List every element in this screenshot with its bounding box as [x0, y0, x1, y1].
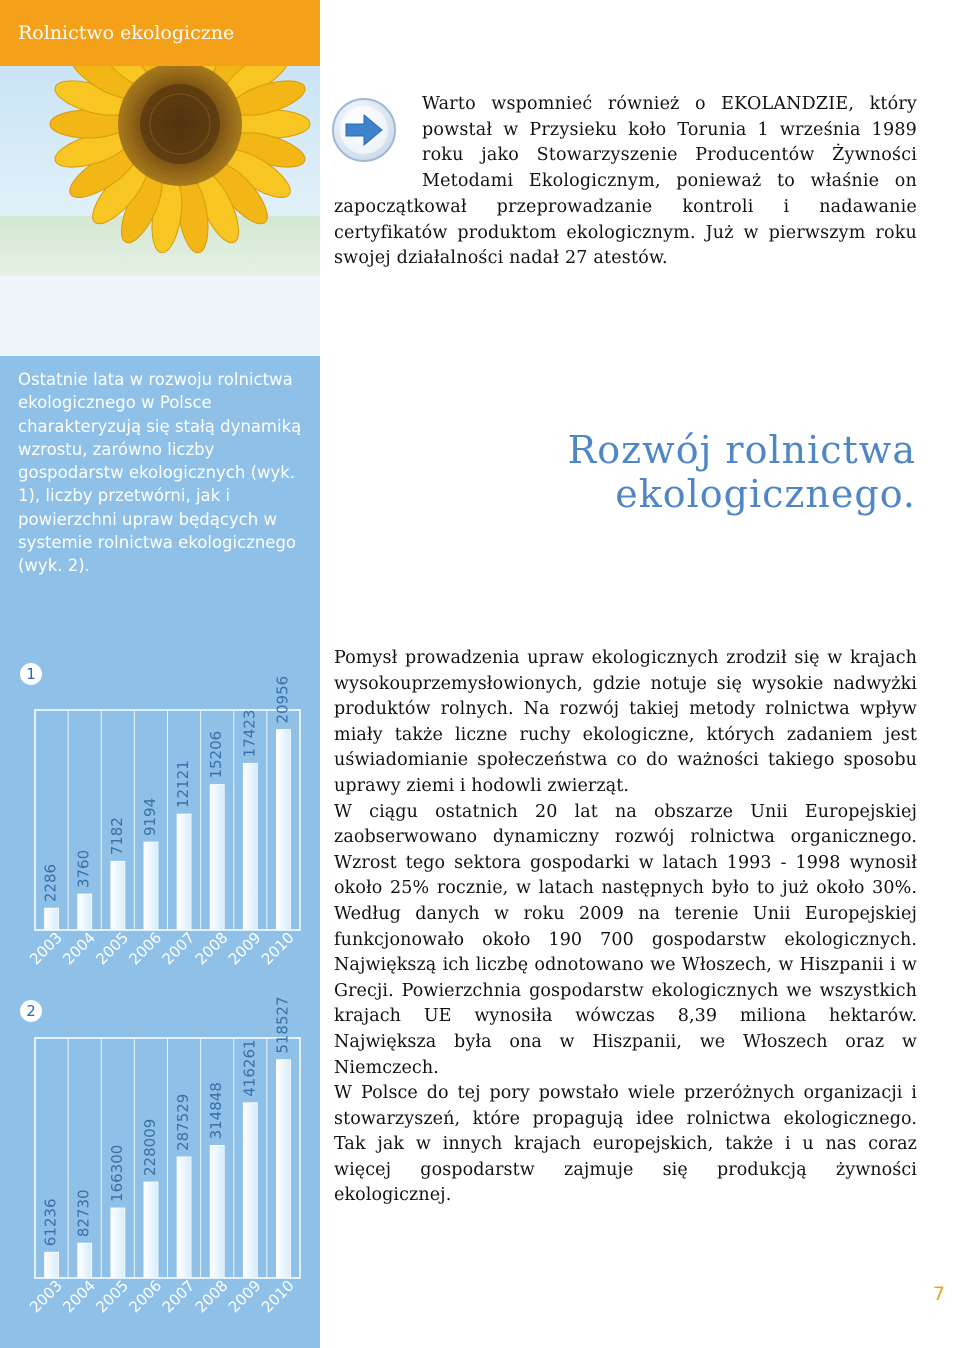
- bar-2005: [111, 861, 125, 930]
- bar-2010: [276, 730, 290, 930]
- value-label-2003: 61236: [41, 1198, 60, 1247]
- category-label-2009: 2009: [224, 1276, 265, 1317]
- category-label-2004: 2004: [59, 928, 100, 969]
- value-label-2010: 518527: [273, 996, 292, 1054]
- section-title: Rozwój rolnictwa ekologicznego.: [567, 428, 916, 516]
- chart-2-label: 2: [20, 1000, 42, 1022]
- value-label-2006: 228009: [140, 1118, 159, 1176]
- bar-2007: [177, 1157, 191, 1278]
- category-label-2004: 2004: [59, 1276, 100, 1317]
- category-label-2010: 2010: [258, 1276, 298, 1317]
- bar-2009: [243, 763, 257, 930]
- ekoland-paragraph: [334, 92, 917, 272]
- sidebar: [0, 0, 320, 1348]
- value-label-2004: 3760: [74, 849, 93, 889]
- value-label-2007: 287529: [174, 1093, 193, 1151]
- chart-1-label: 1: [20, 663, 42, 685]
- category-label-2006: 2006: [125, 1276, 166, 1317]
- header-title: Rolnictwo ekologiczne: [18, 22, 235, 44]
- sunflower-illustration: [0, 66, 320, 356]
- category-label-2007: 2007: [158, 928, 199, 969]
- category-label-2006: 2006: [125, 928, 166, 969]
- value-label-2006: 9194: [140, 797, 159, 837]
- value-label-2010: 20956: [273, 675, 292, 724]
- chart-crop-area: [0, 988, 320, 1348]
- paragraph-poland: W Polsce do tej pory powstało wiele przeróżnych organizacji i stowarzyszeń, które propagują idee rolnictwa ekologicznego. Tak jak w innych krajach europejskich, także i u nas coraz więcej gospodarstw zajmuje się produkcją żywności ekologicznej.: [334, 1083, 917, 1206]
- bar-2009: [243, 1103, 257, 1278]
- document-header: [0, 0, 320, 66]
- main-text: [334, 646, 917, 1209]
- sunflower-hero: [0, 66, 320, 356]
- value-label-2009: 416261: [240, 1039, 259, 1097]
- value-label-2005: 166300: [107, 1144, 126, 1202]
- chart-farms-count: [0, 650, 320, 990]
- value-label-2005: 7182: [107, 817, 126, 856]
- bar-2003: [45, 908, 59, 930]
- value-label-2007: 12121: [174, 760, 193, 809]
- value-label-2003: 2286: [41, 863, 60, 903]
- bar-2006: [144, 1182, 158, 1278]
- value-label-2008: 15206: [207, 730, 226, 779]
- paragraph-origin: Pomysł prowadzenia upraw ekologicznych zrodził się w krajach wysokouprzemysłowionych, gdzie notuje się wysokie nadwyżki produktów rolnych. Na rozwój takiej metody rolnictwa wpływ miały także liczne ruchy ekologiczne, których zadaniem jest uświadomianie społeczeństwa co do ważności takiego sposobu uprawy ziemi i hodowli zwierząt.: [334, 648, 917, 796]
- category-label-2008: 2008: [191, 928, 232, 969]
- category-label-2003: 2003: [26, 1276, 66, 1317]
- bar-2008: [210, 785, 224, 930]
- category-label-2007: 2007: [158, 1276, 199, 1317]
- value-label-2009: 17423: [240, 709, 259, 758]
- category-label-2009: 2009: [224, 928, 265, 969]
- bar-2004: [78, 1243, 92, 1278]
- bar-2007: [177, 814, 191, 930]
- page-number: 7: [932, 1283, 945, 1305]
- category-label-2010: 2010: [258, 928, 298, 969]
- bar-2006: [144, 842, 158, 930]
- paragraph-eu: W ciągu ostatnich 20 lat na obszarze Unii Europejskiej zaobserwowano dynamiczny rozwój rolnictwa organicznego. Wzrost tego sektora gospodarki w latach 1993 - 1998 wynosił około 25% rocznie, w latach następnych było to już około 30%. Według danych w roku 2009 na terenie Unii Europejskiej funkcjonowało około 190 700 gospodarstw ekologicznych. Największą ich liczbę odnotowano we Włoszech, w Hiszpanii i w Grecji. Powierzchnia gospodarstw ekologicznych we wszystkich krajach UE wynosiła wówczas 8,39 miliona hektarów. Największa była ona w Hiszpanii, we Włoszech oraz w Niemczech.: [334, 801, 917, 1078]
- category-label-2005: 2005: [92, 1276, 133, 1317]
- category-label-2008: 2008: [191, 1276, 232, 1317]
- value-label-2004: 82730: [74, 1189, 93, 1238]
- bar-2004: [78, 894, 92, 930]
- bar-2010: [276, 1060, 290, 1278]
- value-label-2008: 314848: [207, 1082, 226, 1140]
- ekoland-text: Warto wspomnieć również o EKOLANDZIE, który powstał w Przysieku koło Torunia 1 września 1989 roku jako Stowarzyszenie Producentów Żywności Metodami Ekologicznym, ponieważ to właśnie on zapoczątkował przeprowadzanie kontroli i nadawanie certyfikatów produktom ekologicznym. Już w pierwszym roku swojej działalności nadał 27 atestów.: [334, 94, 917, 269]
- intro-text: Ostatnie lata w rozwoju rolnictwa ekologicznego w Polsce charakteryzują się stałą dynamiką wzrostu, zarówno liczby gospodarstw ekologicznych (wyk. 1), liczby przetwórni, jak i powierzchni upraw będących w systemie rolnictwa ekologicznego (wyk. 2).: [18, 370, 302, 576]
- bar-2008: [210, 1145, 224, 1278]
- bar-2003: [45, 1252, 59, 1278]
- bar-2005: [111, 1208, 125, 1278]
- category-label-2005: 2005: [92, 928, 133, 969]
- category-label-2003: 2003: [26, 928, 66, 969]
